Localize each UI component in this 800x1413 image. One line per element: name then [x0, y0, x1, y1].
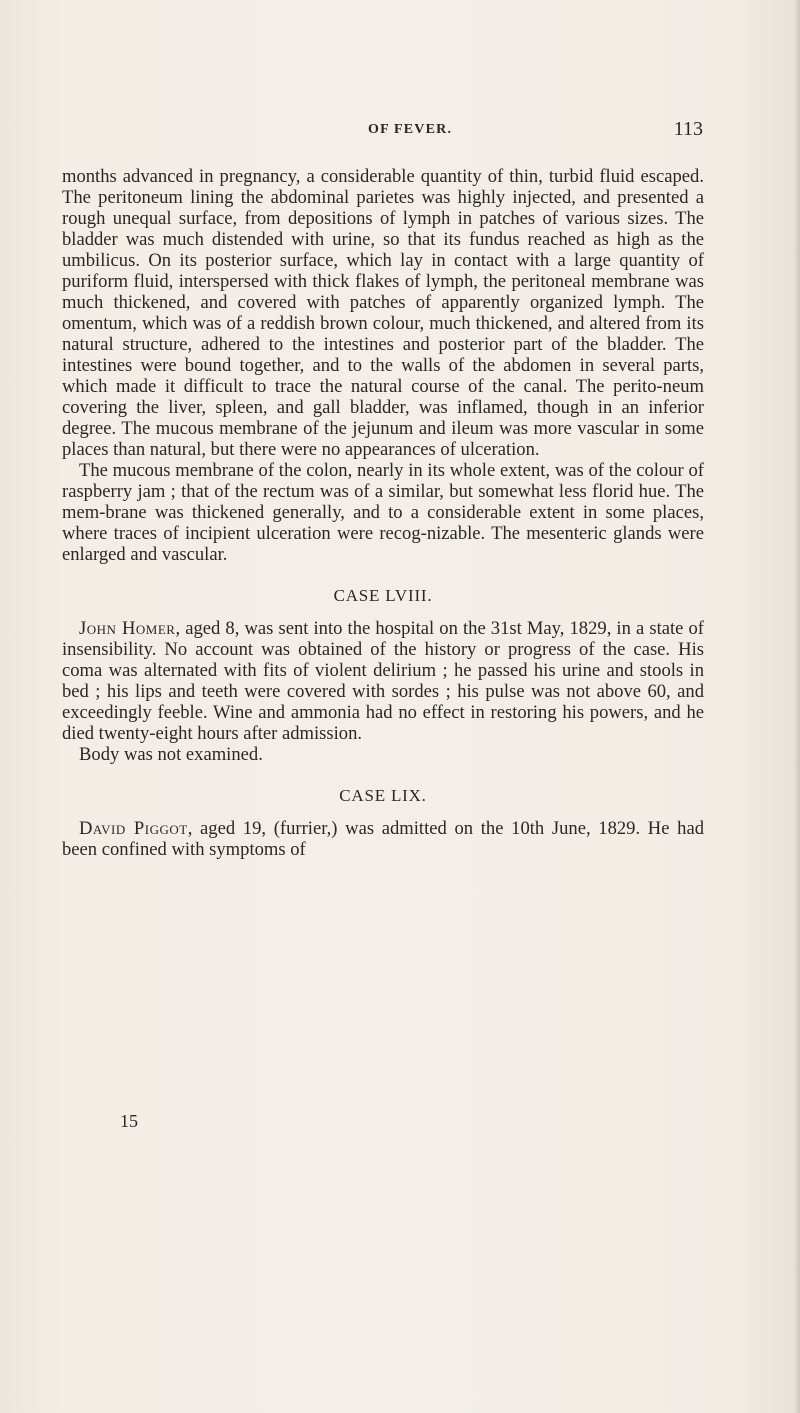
case-59-patient-name: David Piggot: [79, 818, 188, 839]
case-59-paragraph: [62, 818, 704, 860]
case-58-patient-name: John Homer: [79, 618, 176, 639]
page-edge-shadow: [794, 0, 800, 1413]
case-59-text: , aged 19, (furrier,) was admitted on the 10th June, 1829. He had been confined with symptoms of: [62, 818, 704, 860]
case-59-heading: CASE LIX.: [339, 786, 427, 805]
paragraph-colon-findings: The mucous membrane of the colon, nearly in its whole extent, was of the colour of raspberry jam ; that of the rectum was of a similar, but somewhat less florid hue. The mem-brane was thickened generally, and to a considerable extent in some places, where traces of incipient ulceration were recog-nizable. The mesenteric glands were enlarged and vascular.: [62, 460, 704, 565]
signature-mark: 15: [120, 1111, 138, 1131]
case-58-note: Body was not examined.: [79, 744, 263, 765]
case-58-heading: CASE LVIII.: [333, 586, 433, 605]
case-58-text: , aged 8, was sent into the hospital on the 31st May, 1829, in a state of insensibility. No account was obtained of the history or progress of the case. His coma was alternated with fits of violent delirium ; he passed his urine and stools in bed ; his lips and teeth were covered with sordes ; his pulse was not above 60, and exceedingly feeble. Wine and ammonia had no effect in restoring his powers, and he died twenty-eight hours after admission.: [62, 618, 704, 744]
page-header: [368, 118, 703, 148]
page-body: [62, 166, 704, 860]
running-title: OF FEVER.: [368, 122, 453, 137]
case-58-paragraph: [62, 618, 704, 744]
page-number: 113: [673, 118, 703, 140]
paragraph-autopsy-findings: months advanced in pregnancy, a considerable quantity of thin, turbid fluid escaped. The peritoneum lining the abdominal parietes was highly injected, and presented a rough unequal surface, from depositions of lymph in patches of various sizes. The bladder was much distended with urine, so that its fundus reached as high as the umbilicus. On its posterior surface, which lay in contact with a large quantity of puriform fluid, interspersed with thick flakes of lymph, the peritoneal membrane was much thickened, and covered with patches of apparently organized lymph. The omentum, which was of a reddish brown colour, much thickened, and altered from its natural structure, adhered to the intestines and posterior part of the bladder. The intestines were bound together, and to the walls of the abdomen in several parts, which made it difficult to trace the natural course of the canal. The perito-neum covering the liver, spleen, and gall bladder, was inflamed, though in an inferior degree. The mucous membrane of the jejunum and ileum was more vascular in some places than natural, but there were no appearances of ulceration.: [62, 166, 704, 460]
